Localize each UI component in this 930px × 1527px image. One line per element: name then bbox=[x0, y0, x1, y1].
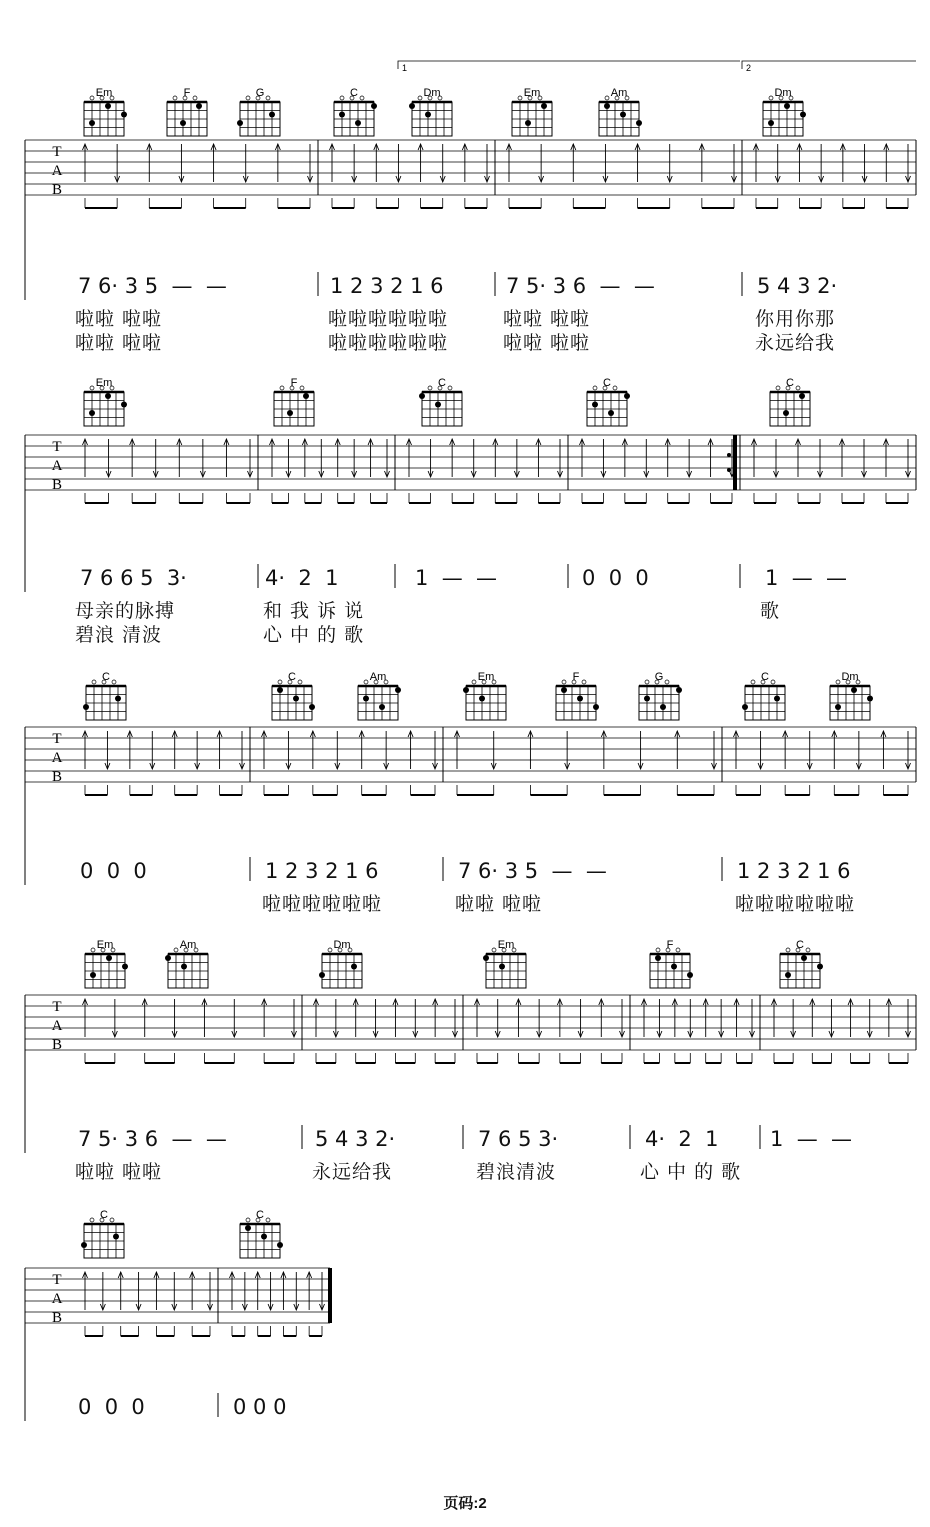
tab-clef: A bbox=[51, 163, 63, 179]
chord-diagram bbox=[639, 671, 682, 720]
chord-diagram bbox=[83, 671, 126, 720]
chord-diagram bbox=[240, 1209, 283, 1258]
page-number: 页码:2 bbox=[443, 1495, 487, 1512]
chord-diagram bbox=[272, 671, 315, 720]
chord-name: Dm bbox=[333, 939, 351, 951]
lyric-verse-2: 啦啦啦啦啦啦 bbox=[328, 332, 449, 354]
tab-clef: B bbox=[51, 1310, 63, 1326]
chord-name: C bbox=[438, 377, 446, 389]
jianpu-notation: 0 0 0 bbox=[582, 566, 649, 590]
chord-name: Dm bbox=[841, 671, 859, 683]
chord-name: C bbox=[256, 1209, 264, 1221]
lyric-verse-2: 啦啦 啦啦 bbox=[75, 332, 163, 354]
chord-name: F bbox=[666, 939, 674, 951]
chord-name: Em bbox=[523, 87, 541, 99]
chord-diagram bbox=[463, 671, 506, 720]
chord-diagram bbox=[419, 377, 462, 426]
chord-diagram bbox=[483, 939, 526, 988]
chord-diagram bbox=[334, 87, 377, 136]
lyric-verse-2: 啦啦 啦啦 bbox=[503, 332, 591, 354]
chord-diagram bbox=[319, 939, 362, 988]
chord-name: F bbox=[572, 671, 580, 683]
jianpu-notation: 4· 2 1 bbox=[265, 566, 339, 590]
tab-clef: T bbox=[52, 439, 62, 455]
jianpu-notation: 7 5· 3 6 — — bbox=[506, 274, 655, 298]
jianpu-notation: 1 2 3 2 1 6 bbox=[265, 859, 379, 883]
lyric-verse-1: 和 我 诉 说 bbox=[263, 600, 365, 622]
tab-clef: B bbox=[51, 1037, 63, 1053]
lyric-verse-2: 心 中 的 歌 bbox=[263, 624, 365, 646]
jianpu-notation: 7 6 5 3· bbox=[478, 1127, 559, 1151]
lyric-verse-2: 碧浪 清波 bbox=[75, 624, 163, 646]
lyric-verse-1: 啦啦 啦啦 bbox=[503, 308, 591, 330]
tab-clef: B bbox=[51, 769, 63, 785]
chord-name: C bbox=[796, 939, 804, 951]
chord-name: Dm bbox=[423, 87, 441, 99]
chord-diagram bbox=[650, 939, 693, 988]
chord-diagram bbox=[587, 377, 630, 426]
chord-diagram bbox=[84, 87, 127, 136]
lyric-verse-1: 啦啦啦啦啦啦 bbox=[328, 308, 449, 330]
jianpu-notation: 5 4 3 2· bbox=[757, 274, 838, 298]
jianpu-notation: 0 0 0 bbox=[80, 859, 147, 883]
chord-name: Em bbox=[95, 377, 113, 389]
chord-name: F bbox=[290, 377, 298, 389]
chord-diagram bbox=[599, 87, 642, 136]
jianpu-notation: 1 — — bbox=[770, 1127, 853, 1151]
jianpu-notation: 0 0 0 bbox=[233, 1395, 287, 1419]
chord-name: Em bbox=[96, 939, 114, 951]
chord-name: Am bbox=[179, 939, 197, 951]
chord-name: C bbox=[603, 377, 611, 389]
lyric-verse-1: 你用你那 bbox=[755, 308, 836, 330]
lyric-verse-1: 啦啦啦啦啦啦 bbox=[735, 893, 856, 915]
chord-diagram bbox=[167, 87, 207, 136]
chord-diagram bbox=[780, 939, 823, 988]
chord-name: Em bbox=[95, 87, 113, 99]
jianpu-notation: 0 0 0 bbox=[78, 1395, 145, 1419]
jianpu-notation: 7 5· 3 6 — — bbox=[78, 1127, 227, 1151]
chord-diagram bbox=[274, 377, 314, 426]
lyric-verse-1: 碧浪清波 bbox=[476, 1161, 557, 1183]
jianpu-notation: 4· 2 1 bbox=[645, 1127, 719, 1151]
chord-diagram bbox=[84, 377, 127, 426]
lyric-verse-1: 母亲的脉搏 bbox=[75, 600, 176, 622]
chord-name: C bbox=[761, 671, 769, 683]
jianpu-notation: 1 — — bbox=[415, 566, 498, 590]
chord-diagram bbox=[85, 939, 128, 988]
volta-number: 1 bbox=[402, 63, 408, 73]
jianpu-notation: 1 — — bbox=[765, 566, 848, 590]
chord-name: C bbox=[350, 87, 358, 99]
chord-diagram bbox=[556, 671, 599, 720]
tab-clef: B bbox=[51, 477, 63, 493]
lyric-verse-2: 永远给我 bbox=[755, 332, 836, 354]
chord-diagram bbox=[512, 87, 552, 136]
jianpu-notation: 5 4 3 2· bbox=[315, 1127, 396, 1151]
chord-diagram bbox=[165, 939, 208, 988]
lyric-verse-1: 啦啦啦啦啦啦 bbox=[262, 893, 383, 915]
chord-name: C bbox=[786, 377, 794, 389]
chord-diagram bbox=[742, 671, 785, 720]
chord-name: C bbox=[288, 671, 296, 683]
chord-name: Em bbox=[477, 671, 495, 683]
lyric-verse-1: 啦啦 啦啦 bbox=[75, 1161, 163, 1183]
lyric-verse-1: 啦啦 啦啦 bbox=[455, 893, 543, 915]
chord-name: G bbox=[255, 87, 265, 99]
jianpu-notation: 1 2 3 2 1 6 bbox=[737, 859, 851, 883]
chord-name: Em bbox=[497, 939, 515, 951]
tab-clef: T bbox=[52, 731, 62, 747]
lyric-verse-1: 歌 bbox=[760, 600, 781, 622]
tab-clef: T bbox=[52, 999, 62, 1015]
tab-clef: A bbox=[51, 458, 63, 474]
volta-number: 2 bbox=[746, 63, 752, 73]
jianpu-notation: 7 6· 3 5 — — bbox=[78, 274, 227, 298]
tab-clef: A bbox=[51, 750, 63, 766]
chord-diagram bbox=[770, 377, 810, 426]
tab-clef: B bbox=[51, 182, 63, 198]
chord-name: G bbox=[654, 671, 664, 683]
chord-name: Am bbox=[369, 671, 387, 683]
lyric-verse-1: 永远给我 bbox=[312, 1161, 393, 1183]
chord-diagram bbox=[81, 1209, 124, 1258]
chord-name: C bbox=[102, 671, 110, 683]
chord-name: C bbox=[100, 1209, 108, 1221]
jianpu-notation: 7 6· 3 5 — — bbox=[458, 859, 607, 883]
chord-diagram bbox=[358, 671, 401, 720]
chord-name: Dm bbox=[774, 87, 792, 99]
tab-clef: T bbox=[52, 1272, 62, 1288]
jianpu-notation: 1 2 3 2 1 6 bbox=[330, 274, 444, 298]
chord-diagram bbox=[237, 87, 280, 136]
chord-diagram bbox=[409, 87, 452, 136]
lyric-verse-1: 啦啦 啦啦 bbox=[75, 308, 163, 330]
tab-clef: T bbox=[52, 144, 62, 160]
tab-clef: A bbox=[51, 1291, 63, 1307]
chord-diagram bbox=[830, 671, 873, 720]
chord-diagram bbox=[763, 87, 806, 136]
tab-clef: A bbox=[51, 1018, 63, 1034]
chord-name: F bbox=[183, 87, 191, 99]
jianpu-notation: 7 6 6 5 3· bbox=[80, 566, 187, 590]
chord-name: Am bbox=[610, 87, 628, 99]
lyric-verse-1: 心 中 的 歌 bbox=[640, 1161, 742, 1183]
